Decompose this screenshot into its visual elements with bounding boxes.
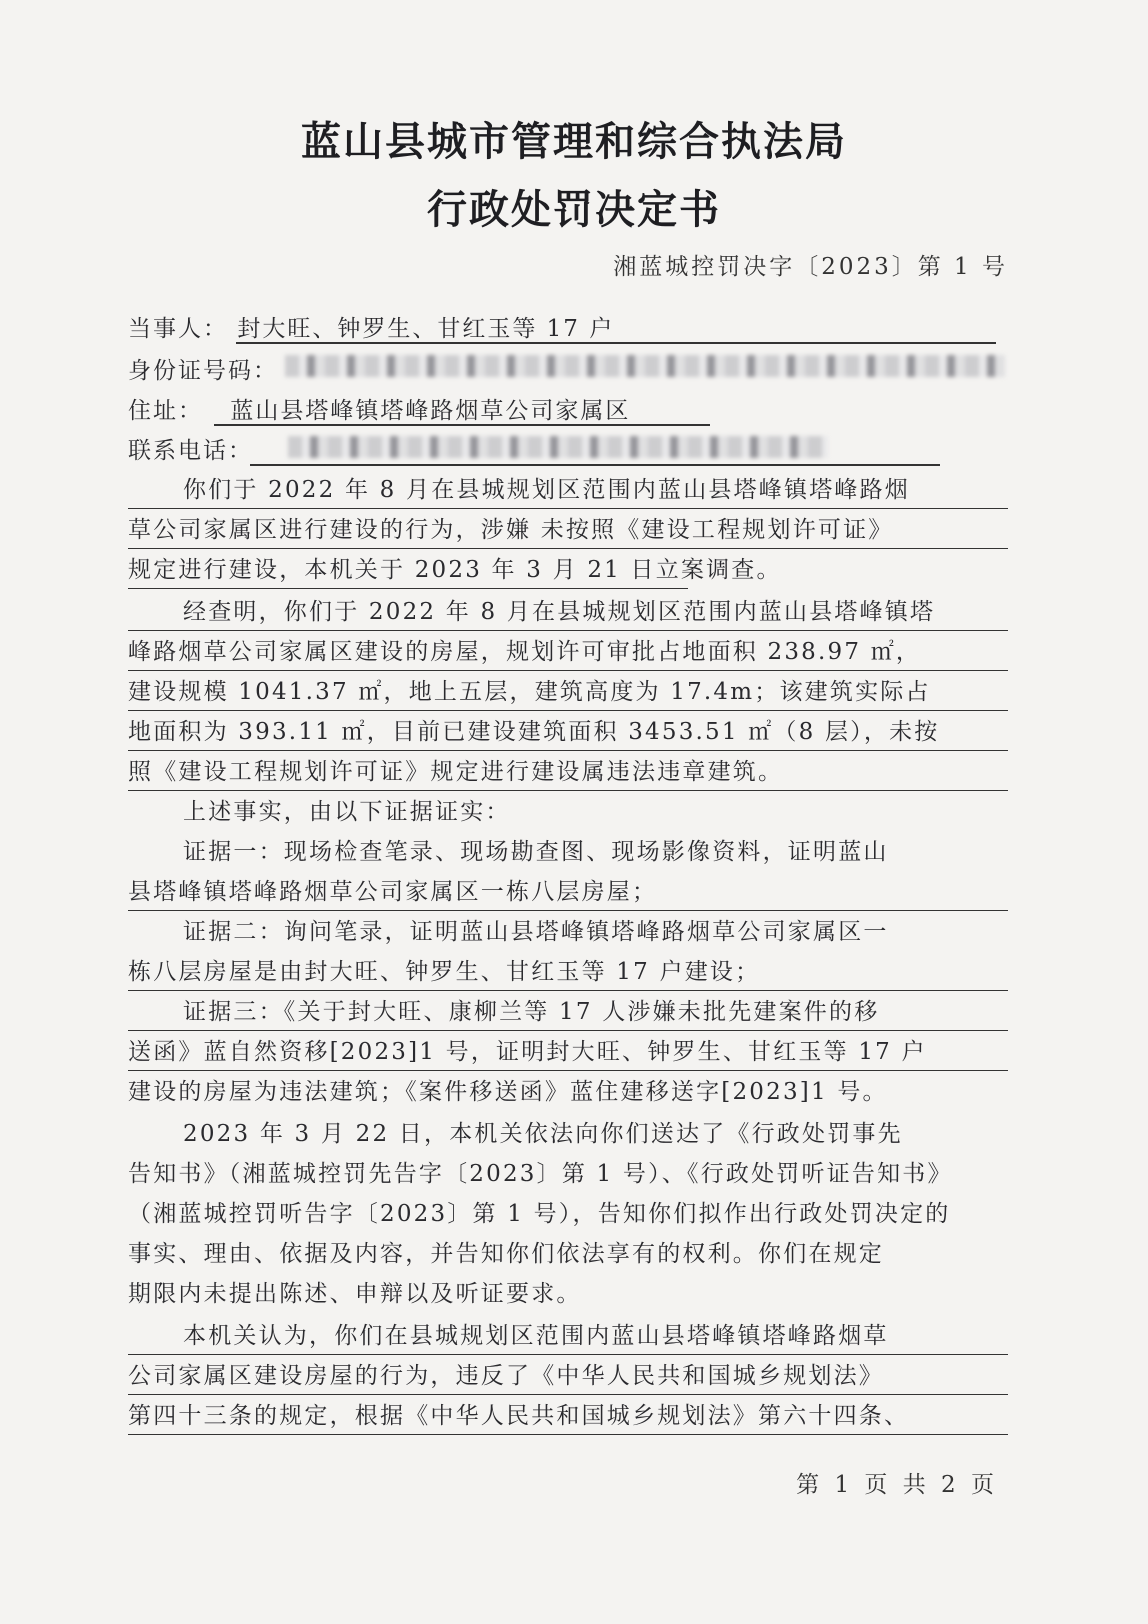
address-value: 蓝山县塔峰镇塔峰路烟草公司家属区	[230, 398, 631, 424]
phone-field	[128, 432, 253, 465]
body-line: （湘蓝城控罚听告字〔2023〕第 1 号），告知你们拟作出行政处罚决定的	[128, 1201, 951, 1227]
address-field	[128, 392, 630, 425]
body-line: 建设规模 1041.37 ㎡，地上五层，建筑高度为 17.4m；该建筑实际占	[128, 676, 1008, 711]
body-line: 建设的房屋为违法建筑；《案件移送函》蓝住建移送字[2023]1 号。	[128, 1079, 888, 1105]
party-label: 当事人：	[128, 316, 228, 342]
id-redaction	[285, 355, 1005, 377]
body-line: 期限内未提出陈述、申辩以及听证要求。	[128, 1281, 582, 1307]
id-field	[128, 352, 278, 385]
body-line: 告知书》（湘蓝城控罚先告字〔2023〕第 1 号）、《行政处罚听证告知书》	[128, 1161, 953, 1187]
party-field	[128, 310, 614, 343]
document-type-title: 行政处罚决定书	[427, 187, 721, 233]
body-line: 2023 年 3 月 22 日，本机关依法向你们送达了《行政处罚事先	[183, 1121, 903, 1147]
body-line: 上述事实，由以下证据证实：	[183, 799, 511, 825]
phone-redaction	[288, 436, 828, 458]
address-underline	[214, 424, 710, 426]
address-label: 住址：	[128, 398, 203, 424]
party-value: 封大旺、钟罗生、甘红玉等 17 户	[237, 316, 615, 342]
body-line: 草公司家属区进行建设的行为，涉嫌 未按照《建设工程规划许可证》	[128, 514, 1008, 549]
document-number: 湘蓝城控罚决字〔2023〕第 1 号	[613, 254, 1008, 280]
body-line: 送函》蓝自然资移[2023]1 号，证明封大旺、钟罗生、甘红玉等 17 户	[128, 1036, 1008, 1071]
agency-title: 蓝山县城市管理和综合执法局	[301, 119, 847, 165]
body-line: 照《建设工程规划许可证》规定进行建设属违法违章建筑。	[128, 756, 1008, 791]
page-number: 第 1 页 共 2 页	[796, 1472, 998, 1498]
phone-label: 联系电话：	[128, 438, 253, 464]
body-line: 你们于 2022 年 8 月在县城规划区范围内蓝山县塔峰镇塔峰路烟	[128, 474, 1008, 509]
body-line: 地面积为 393.11 ㎡，目前已建设建筑面积 3453.51 ㎡（8 层），未按	[128, 716, 1008, 751]
phone-underline	[250, 464, 940, 466]
body-line: 规定进行建设，本机关于 2023 年 3 月 21 日立案调查。	[128, 554, 688, 589]
body-line: 第四十三条的规定，根据《中华人民共和国城乡规划法》第六十四条、	[128, 1400, 1008, 1435]
body-line: 栋八层房屋是由封大旺、钟罗生、甘红玉等 17 户建设；	[128, 956, 1008, 991]
body-line: 经查明，你们于 2022 年 8 月在县城规划区范围内蓝山县塔峰镇塔	[128, 596, 1008, 631]
body-line: 事实、理由、依据及内容，并告知你们依法享有的权利。你们在规定	[128, 1241, 884, 1267]
body-line: 峰路烟草公司家属区建设的房屋，规划许可审批占地面积 238.97 ㎡，	[128, 636, 1008, 671]
body-line: 证据一：现场检查笔录、现场勘查图、现场影像资料，证明蓝山	[183, 839, 889, 865]
body-line: 证据二：询问笔录，证明蓝山县塔峰镇塔峰路烟草公司家属区一	[183, 919, 889, 945]
body-line: 县塔峰镇塔峰路烟草公司家属区一栋八层房屋；	[128, 876, 1008, 911]
body-line: 本机关认为，你们在县城规划区范围内蓝山县塔峰镇塔峰路烟草	[128, 1320, 1008, 1355]
party-underline	[236, 342, 996, 344]
body-line: 公司家属区建设房屋的行为，违反了《中华人民共和国城乡规划法》	[128, 1360, 1008, 1395]
id-label: 身份证号码：	[128, 358, 278, 384]
body-line: 证据三：《关于封大旺、康柳兰等 17 人涉嫌未批先建案件的移	[128, 996, 1008, 1031]
